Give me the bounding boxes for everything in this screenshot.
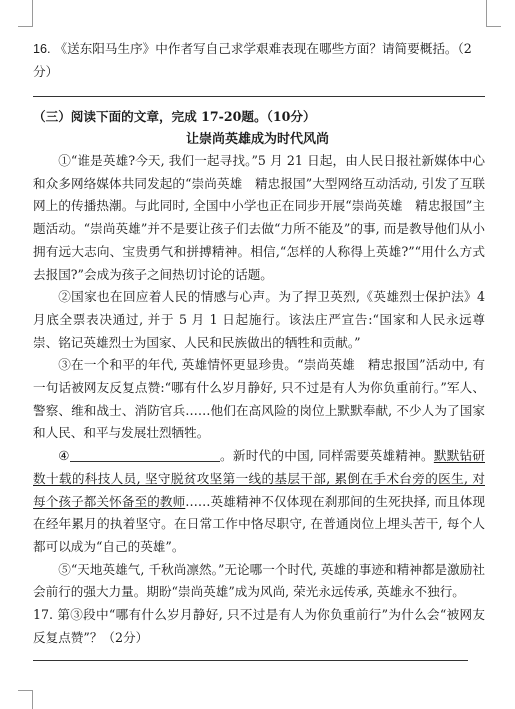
paragraph-3: ③在一个和平的年代, 英雄情怀更显珍贵。“崇尚英雄 精忠报国”活动中, 有一句话被网友反复点赞:“哪有什么岁月静好, 只不过是有人为你负重前行。”军人、警察、维和战士、消防官兵……他们在高风险的岗位上默默奉献, 不少人为了国家和人民、和平与发展壮烈牺牲。: [33, 357, 485, 441]
fill-in-blank[interactable]: [70, 447, 220, 462]
article-title: 让崇尚英雄成为时代风尚: [185, 132, 329, 147]
section-header: （三）阅读下面的文章，完成 17-20题。（10分）: [33, 109, 316, 124]
paragraph-4: ④ 。新时代的中国, 同样需要英雄精神。默默钻研数十载的科技人员, 坚守脱贫攻坚第一线的基层干部, 累倒在手术台旁的医生, 对每个孩子都关怀备至的教师……英雄精神不仅体现在刹那间的生死抉择, 而且体现在经年累月的执着坚守。在日常工作中恪尽职守, 在普通岗位上埋头苦干, 每个人都可以成为“自己的英雄”。: [33, 448, 486, 554]
question-16: [33, 38, 485, 83]
paragraph-1: ①“谁是英雄?今天, 我们一起寻找。”5 月 21 日起，由人民日报社新媒体中心和众多网络媒体共同发起的“崇尚英雄 精忠报国”大型网络互动活动, 引发了互联网上的传播热潮。与此同时, 全国中小学也正在同步开展“崇尚英雄 精忠报国”主题活动。“崇尚英雄”并不是要让孩子们去做“力所不能及”的事, 而是教导他们从小拥有远大志向、宝贵勇气和拼搏精神。相信,“怎样的人称得上英雄?”“用什么方式去报国?”会成为孩子之间热切讨论的话题。: [33, 153, 485, 282]
article-body: [33, 150, 485, 649]
paragraph-2: ②国家也在回应着人民的情感与心声。为了捍卫英烈,《英雄烈士保护法》4 月底全票表决通过, 并于 5 月 1 日起施行。该法庄严宣告:“国家和人民永远尊崇、铭记英雄烈士为国家、人民和民族做出的牺牲和贡献。”: [33, 289, 485, 350]
underlined-sentence: 默默钻研数十载的科技人员, 坚守脱贫攻坚第一线的基层干部, 累倒在手术台旁的医生, 对每个孩子都关怀备至的教师: [33, 448, 485, 509]
paragraph-5: ⑤“天地英雄气, 千秋尚凛然。”无论哪一个时代, 英雄的事迹和精神都是激励社会前行的强大力量。期盼“崇尚英雄”成为风尚, 荣光永远传承, 英雄永不独行。: [33, 561, 485, 600]
crop-mark-top-left: [18, 0, 33, 27]
answer-line-q17: [33, 660, 468, 661]
question-16-text: 16. 《送东阳马生序》中作者写自己求学艰难表现在哪些方面？请简要概括。（2分）: [33, 41, 472, 79]
crop-mark-bottom-left: [18, 690, 33, 709]
crop-mark-top-right: [486, 0, 501, 27]
answer-line-q16: [33, 96, 485, 97]
question-17: 17. 第③段中“哪有什么岁月静好, 只不过是有人为你负重前行”为什么会“被网友反复点赞”？（2分）: [33, 607, 485, 645]
question-number: 16.: [33, 42, 51, 56]
